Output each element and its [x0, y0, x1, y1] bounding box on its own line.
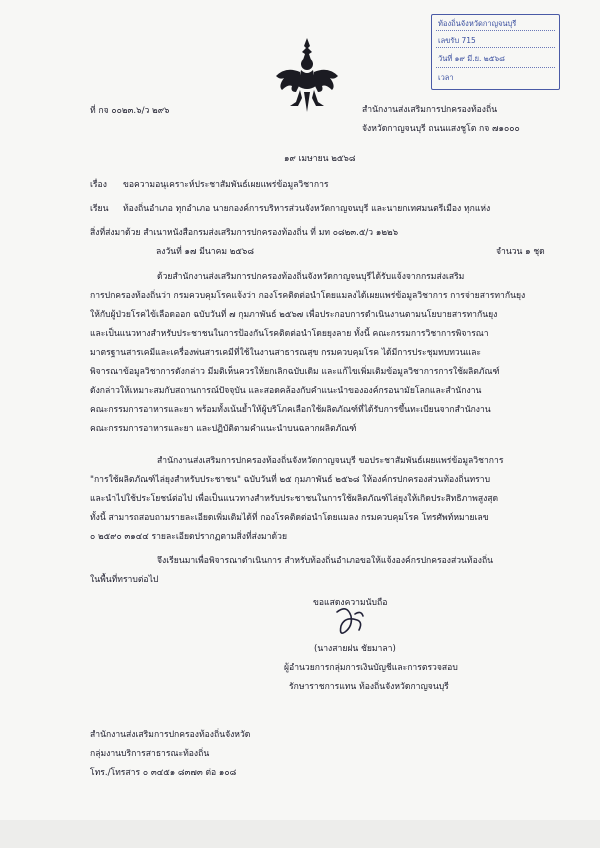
- body-line: ๐ ๒๕๙๐ ๓๑๔๔ รายละเอียดปรากฏตามสิ่งที่ส่งมาด้วย: [90, 532, 287, 542]
- signatory-name: (นางสายฝน ชัยมาลา): [314, 644, 396, 654]
- body-line: คณะกรรมการอาหารและยา และปฏิบัติตามคำแนะนำบนฉลากผลิตภัณฑ์: [90, 424, 357, 434]
- stamp-divider: [436, 47, 555, 48]
- closing-salutation: ขอแสดงความนับถือ: [313, 598, 388, 608]
- body-line: "การใช้ผลิตภัณฑ์ไล่ยุงสำหรับประชาชน" ฉบับวันที่ ๒๕ กุมภาพันธ์ ๒๕๖๘ ให้องค์กรปกครองส่วนท้องถิ่นทราบ: [90, 475, 491, 485]
- stamp-number: เลขรับ 715: [438, 36, 476, 45]
- stamp-divider: [436, 30, 555, 31]
- reference-number: ที่ กจ ๐๐๒๓.๖/ว ๒๙๖: [90, 106, 170, 116]
- footer-phone: โทร./โทรสาร ๐ ๓๔๕๑ ๘๓๗๓ ต่อ ๑๐๘: [90, 768, 237, 778]
- subject-text: ขอความอนุเคราะห์ประชาสัมพันธ์เผยแพร่ข้อมูลวิชาการ: [123, 180, 329, 190]
- subject-label: เรื่อง: [90, 180, 107, 190]
- recipient-label: เรียน: [90, 204, 109, 214]
- attachment-line: สิ่งที่ส่งมาด้วย สำเนาหนังสือกรมส่งเสริมการปกครองท้องถิ่น ที่ มท ๐๘๒๓.๕/ว ๑๒๒๖: [90, 228, 399, 238]
- signatory-position: ผู้อำนวยการกลุ่มการเงินบัญชีและการตรวจสอบ: [284, 663, 458, 673]
- page-bottom-margin: [0, 820, 600, 848]
- body-line: พิจารณาข้อมูลวิชาการดังกล่าว มีมติเห็นควรให้ยกเลิกฉบับเดิม และแก้ไขเพิ่มเติมข้อมูลวิชาการการใช้ผลิตภัณฑ์: [90, 367, 500, 377]
- attachment-count: จำนวน ๑ ชุด: [496, 247, 545, 257]
- body-line: ในพื้นที่ทราบต่อไป: [90, 575, 159, 585]
- body-line: ให้กับผู้ป่วยโรคไข้เลือดออก ฉบับวันที่ ๗ กุมภาพันธ์ ๒๕๖๗ เพื่อประกอบการดำเนินงานตามนโยบายสารทากันยุง: [90, 310, 498, 320]
- agency-address: จังหวัดกาญจนบุรี ถนนแสงชูโต กจ ๗๑๐๐๐: [362, 124, 520, 134]
- footer-group: กลุ่มงานบริการสาธารณะท้องถิ่น: [90, 749, 210, 759]
- attachment-date: ลงวันที่ ๑๗ มีนาคม ๒๕๖๘: [156, 247, 254, 257]
- recipient-text: ท้องถิ่นอำเภอ ทุกอำเภอ นายกองค์การบริหารส่วนจังหวัดกาญจนบุรี และนายกเทศมนตรีเมือง ทุกแห่ง: [123, 204, 491, 214]
- body-line: ด้วยสำนักงานส่งเสริมการปกครองท้องถิ่นจังหวัดกาญจนบุรีได้รับแจ้งจากกรมส่งเสริม: [157, 272, 465, 282]
- body-line: จึงเรียนมาเพื่อพิจารณาดำเนินการ สำหรับท้องถิ่นอำเภอขอให้แจ้งองค์กรปกครองส่วนท้องถิ่น: [157, 556, 494, 566]
- letter-date: ๑๙ เมษายน ๒๕๖๘: [284, 154, 356, 164]
- receiving-stamp: [431, 14, 560, 90]
- footer-office: สำนักงานส่งเสริมการปกครองท้องถิ่นจังหวัด: [90, 730, 251, 740]
- body-line: ดังกล่าวให้เหมาะสมกับสถานการณ์ปัจจุบัน และสอดคล้องกับคำแนะนำขององค์กรอนามัยโลกและสำนักงาน: [90, 386, 482, 396]
- body-line: คณะกรรมการอาหารและยา พร้อมทั้งเน้นย้ำให้ผู้บริโภคเลือกใช้ผลิตภัณฑ์ที่ได้รับการขึ้นทะเบียนจากสำนักงาน: [90, 405, 491, 415]
- body-line: การปกครองท้องถิ่นว่า กรมควบคุมโรคแจ้งว่า กองโรคติดต่อนำโดยแมลงได้เผยแพร่ข้อมูลวิชาการ การจ่ายสารทากันยุง: [90, 291, 526, 301]
- signatory-acting-position: รักษาราชการแทน ท้องถิ่นจังหวัดกาญจนบุรี: [289, 682, 449, 692]
- agency-name: สำนักงานส่งเสริมการปกครองท้องถิ่น: [362, 105, 498, 115]
- body-line: และนำไปใช้ประโยชน์ต่อไป เพื่อเป็นแนวทางสำหรับประชาชนในการใช้ผลิตภัณฑ์ไล่ยุงให้เกิดประสิทธิภาพสูงสุด: [90, 494, 499, 504]
- body-line: มาตรฐานสารเคมีและเครื่องพ่นสารเคมีที่ใช้ในงานสาธารณสุข กรมควบคุมโรค ได้มีการประชุมทบทวนและ: [90, 348, 482, 358]
- stamp-time: เวลา: [438, 73, 454, 82]
- body-line: และเป็นแนวทางสำหรับประชาชนในการป้องกันโรคติดต่อนำโดยยุงลาย ทั้งนี้ คณะกรรมการวิชาการพิจารณา: [90, 329, 489, 339]
- stamp-date: วันที่ ๑๙ มี.ย. ๒๕๖๘: [438, 54, 505, 63]
- body-line: ทั้งนี้ สามารถสอบถามรายละเอียดเพิ่มเติมได้ที่ กองโรคติดต่อนำโดยแมลง กรมควบคุมโรค โทรศัพท์หมายเลข: [90, 513, 489, 523]
- stamp-divider: [436, 67, 555, 68]
- signature-mark: [333, 606, 369, 638]
- garuda-emblem-icon: [272, 36, 342, 116]
- stamp-office: ท้องถิ่นจังหวัดกาญจนบุรี: [438, 19, 517, 28]
- body-line: สำนักงานส่งเสริมการปกครองท้องถิ่นจังหวัดกาญจนบุรี ขอประชาสัมพันธ์เผยแพร่ข้อมูลวิชาการ: [157, 456, 504, 466]
